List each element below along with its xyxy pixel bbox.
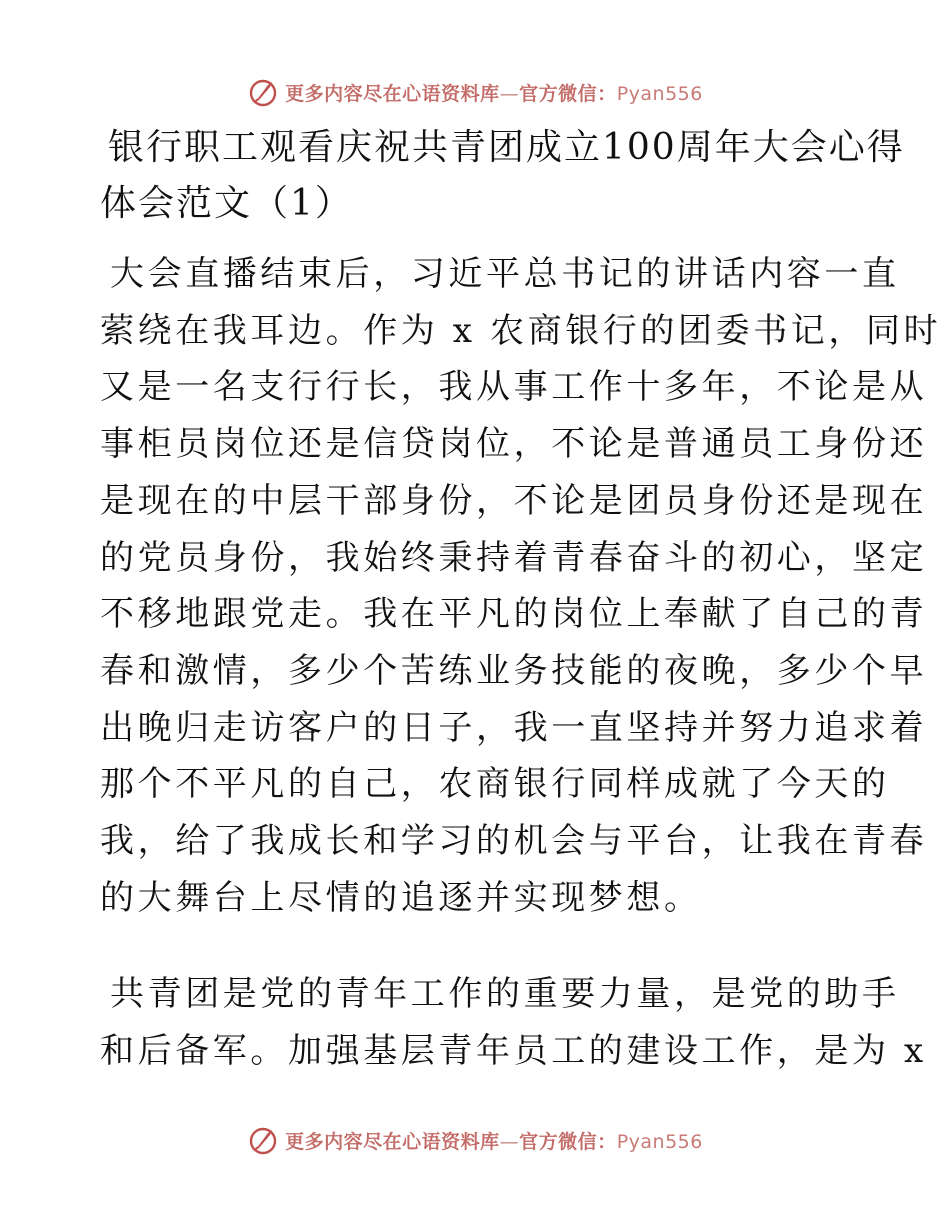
- paragraph-line: 的大舞台上尽情的追逐并实现梦想。: [100, 877, 702, 918]
- paragraph-line: 我，给了我成长和学习的机会与平台，让我在青春: [100, 821, 928, 862]
- watermark-main: 更多内容尽在心语资料库: [285, 82, 500, 105]
- paragraph-line: 出晚归走访客户的日子，我一直坚持并努力追求着: [100, 707, 928, 748]
- paragraph-line: 事柜员岗位还是信贷岗位，不论是普通员工身份还: [100, 424, 928, 465]
- paragraph-line: 春和激情，多少个苦练业务技能的夜晚，多少个早: [100, 650, 928, 691]
- watermark-main: 更多内容尽在心语资料库: [285, 1130, 500, 1153]
- body-paragraph: [100, 246, 942, 926]
- paragraph-line: 萦绕在我耳边。作为 x 农商银行的团委书记，同时: [100, 310, 942, 351]
- watermark-separator: —: [499, 1130, 520, 1153]
- title-line: 体会范文（1）: [100, 183, 353, 224]
- paragraph-line: 和后备军。加强基层青年员工的建设工作，是为 x: [100, 1030, 927, 1071]
- watermark-official: 官方微信：: [519, 1130, 617, 1153]
- header-watermark: [0, 72, 950, 112]
- quill-pen-logo-icon: [247, 1124, 279, 1156]
- quill-pen-logo-icon: [247, 76, 279, 108]
- watermark-separator: —: [499, 82, 520, 105]
- paragraph-line: 又是一名支行行长，我从事工作十多年，不论是从: [100, 367, 928, 408]
- watermark-text: [285, 79, 703, 106]
- paragraph-line: 那个不平凡的自己，农商银行同样成就了今天的: [100, 764, 890, 805]
- watermark-wechat-id: Pyan556: [616, 1130, 703, 1153]
- footer-watermark: [0, 1120, 950, 1160]
- body-paragraph: [100, 966, 927, 1079]
- paragraph-line: 是现在的中层干部身份，不论是团员身份还是现在: [100, 480, 928, 521]
- watermark-text: [285, 1127, 703, 1154]
- watermark-wechat-id: Pyan556: [616, 82, 703, 105]
- watermark-official: 官方微信：: [519, 82, 617, 105]
- title-line: 银行职工观看庆祝共青团成立100周年大会心得: [108, 127, 905, 168]
- paragraph-line: 的党员身份，我始终秉持着青春奋斗的初心，坚定: [100, 537, 928, 578]
- paragraph-line: 大会直播结束后，习近平总书记的讲话内容一直: [110, 254, 900, 294]
- paragraph-line: 共青团是党的青年工作的重要力量，是党的助手: [110, 974, 900, 1014]
- paragraph-line: 不移地跟党走。我在平凡的岗位上奉献了自己的青: [100, 594, 928, 635]
- document-title: [100, 120, 905, 232]
